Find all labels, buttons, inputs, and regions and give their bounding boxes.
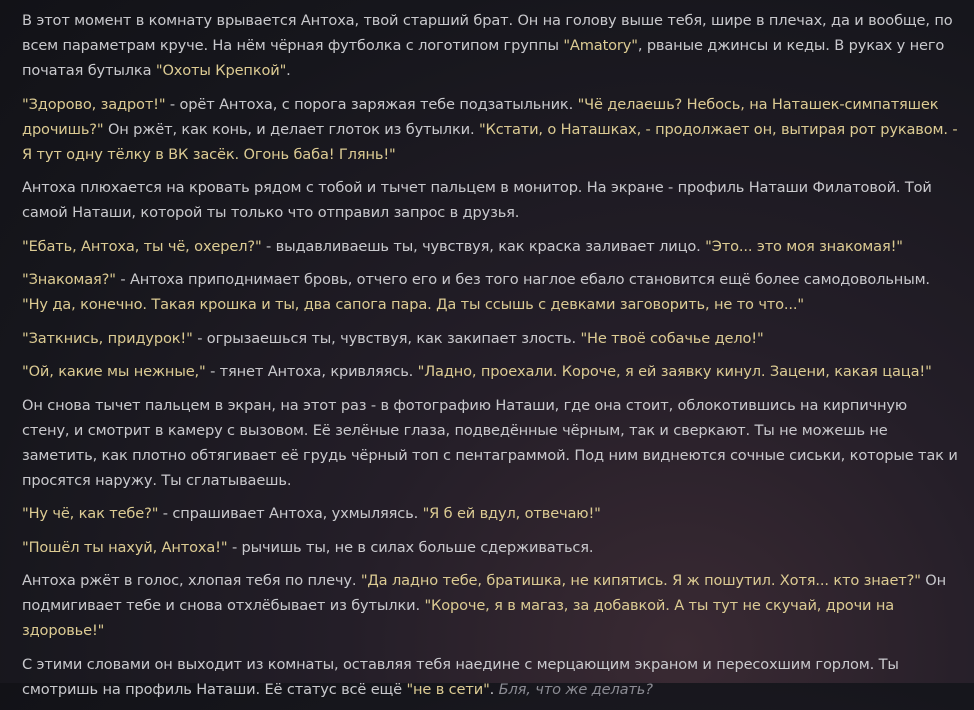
narration-text: . xyxy=(489,680,499,698)
dialogue-text: "Знакомая?" xyxy=(22,271,116,288)
dialogue-text: "Охоты Крепкой" xyxy=(155,62,287,79)
story-paragraph xyxy=(22,393,958,493)
narration-text: , рваные джинсы и кеды. В руках у него початая бутылка xyxy=(22,37,945,79)
story-paragraph xyxy=(22,175,958,225)
narration-text: - спрашивает Антоха, ухмыляясь. xyxy=(158,505,423,522)
story-paragraph xyxy=(22,234,958,259)
narration-text: Антоха плюхается на кровать рядом с тобой и тычет пальцем в монитор. На экране - профиль Наташи Филатовой. Той самой Наташи, которой ты только что отправил запрос в друзья. xyxy=(22,179,932,221)
dialogue-text: "Здорово, задрот!" xyxy=(22,95,166,113)
narration-text: - выдавливаешь ты, чувствуя, как краска заливает лицо. xyxy=(261,237,706,255)
narration-text: Он снова тычет пальцем в экран, на этот раз - в фотографию Наташи, где она стоит, облокотившись на кирпичную стену, и смотрит в камеру с вызовом. Её зелёные глаза, подведённые чёрным, так и сверкают. Ты не можешь не заметить, как плотно обтягивает её грудь чёрный топ с пентаграммой. Под ним виднеются сочные сиськи, которые так и просятся наружу. Ты сглатываешь. xyxy=(22,396,958,489)
dialogue-text: "Кстати, о Наташках, - продолжает он, вытирая рот рукавом. - Я тут одну тёлку в ВК засёк. Огонь баба! Глянь!" xyxy=(22,120,958,163)
story-paragraph xyxy=(22,326,958,351)
narration-text: Он ржёт, как конь, и делает глоток из бутылки. xyxy=(103,120,479,138)
narration-text: - рычишь ты, не в силах больше сдерживаться. xyxy=(227,538,594,556)
dialogue-text: "Короче, я в магаз, за добавкой. А ты тут не скучай, дрочи на здоровье!" xyxy=(22,597,895,639)
narration-text: - Антоха приподнимает бровь, отчего его и без того наглое ебало становится ещё более самодовольным. xyxy=(115,271,930,288)
narration-text: Антоха ржёт в голос, хлопая тебя по плечу. xyxy=(22,572,361,589)
dialogue-text: "Не твоё собачье дело!" xyxy=(580,329,764,347)
story-text xyxy=(22,8,958,710)
dialogue-text: "Ебать, Антоха, ты чё, охерел?" xyxy=(22,237,262,255)
narration-text: - орёт Антоха, с порога заряжая тебе подзатыльник. xyxy=(165,95,578,113)
dialogue-text: "Да ладно тебе, братишка, не кипятись. Я ж пошутил. Хотя... кто знает?" xyxy=(360,572,921,589)
narration-text: В этот момент в комнату врывается Антоха, твой старший брат. Он на голову выше тебя, шире в плечах, да и вообще, по всем параметрам круче. На нём чёрная футболка с логотипом группы xyxy=(22,12,953,54)
story-paragraph xyxy=(22,267,958,317)
story-paragraph xyxy=(22,8,958,83)
story-paragraph xyxy=(22,501,958,526)
narration-text: Он подмигивает тебе и снова отхлёбывает из бутылки. xyxy=(22,572,947,614)
dialogue-text: "не в сети" xyxy=(406,680,490,698)
dialogue-text: "Это... это моя знакомая!" xyxy=(705,237,903,255)
story-paragraph xyxy=(22,92,958,167)
dialogue-text: "Ой, какие мы нежные," xyxy=(22,363,206,380)
narration-text: - тянет Антоха, кривляясь. xyxy=(205,363,418,380)
dialogue-text: "Заткнись, придурок!" xyxy=(22,329,193,347)
narration-text: С этими словами он выходит из комнаты, оставляя тебя наедине с мерцающим экраном и пересохшим горлом. Ты смотришь на профиль Наташи. Её статус всё ещё xyxy=(22,655,899,698)
dialogue-text: "Ладно, проехали. Короче, я ей заявку кинул. Зацени, какая цаца!" xyxy=(417,363,932,380)
story-paragraph xyxy=(22,568,958,643)
dialogue-text: "Amatory" xyxy=(563,37,638,54)
dialogue-text: "Чё делаешь? Небось, на Наташек-симпатяшек дрочишь?" xyxy=(22,95,939,138)
inner-thought-text: Бля, что же делать? xyxy=(498,680,653,698)
dialogue-text: "Ну да, конечно. Такая крошка и ты, два сапога пара. Да ты ссышь с девками заговорить, не то что..." xyxy=(22,296,804,313)
dialogue-text: "Я б ей вдул, отвечаю!" xyxy=(422,505,601,522)
story-paragraph xyxy=(22,652,958,702)
dialogue-text: "Ну чё, как тебе?" xyxy=(22,505,159,522)
story-paragraph xyxy=(22,359,958,384)
dialogue-text: "Пошёл ты нахуй, Антоха!" xyxy=(22,538,228,556)
narration-text: . xyxy=(286,62,291,79)
story-paragraph xyxy=(22,535,958,560)
narration-text: - огрызаешься ты, чувствуя, как закипает злость. xyxy=(192,329,581,347)
